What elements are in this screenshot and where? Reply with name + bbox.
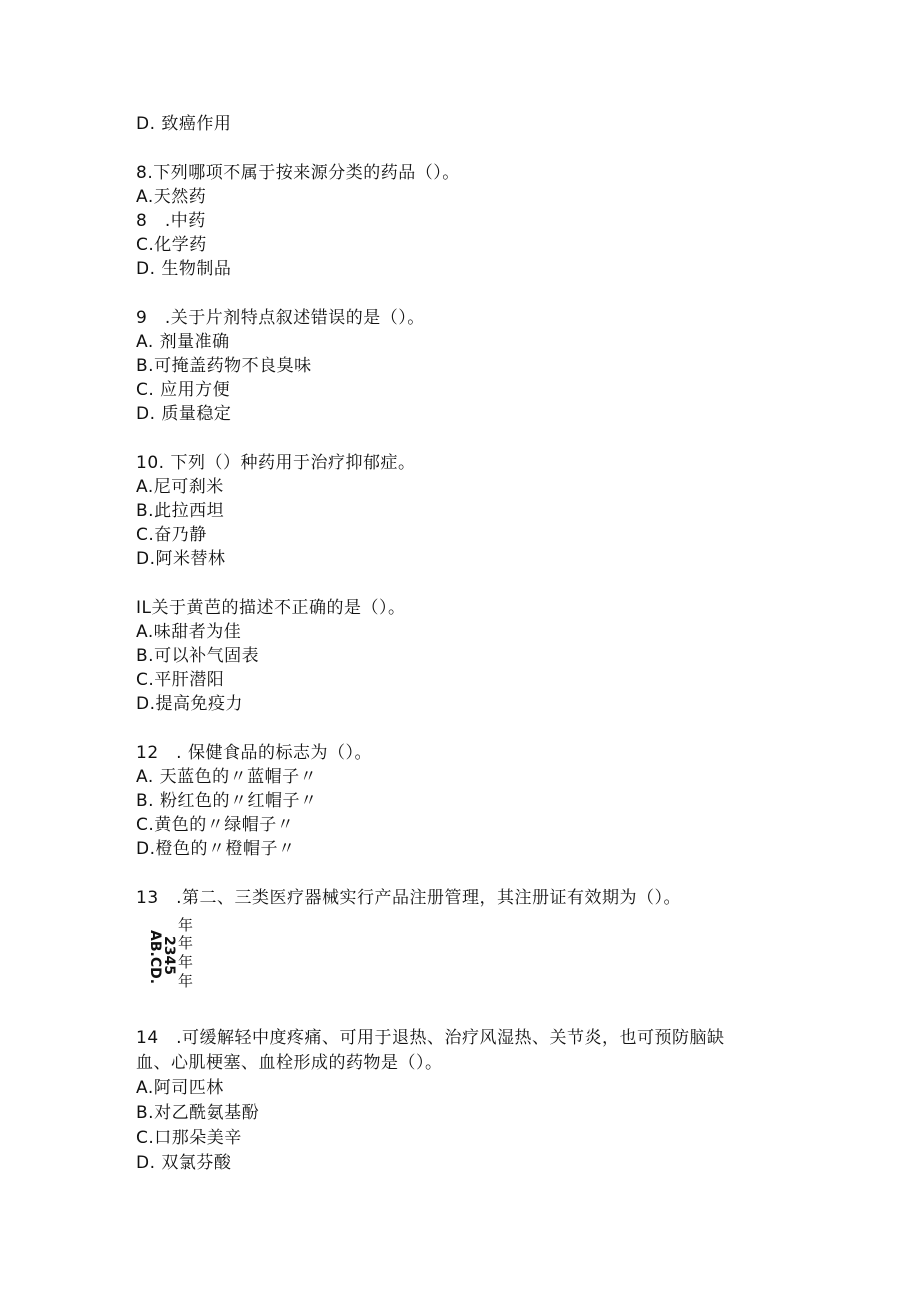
q12-option-b: B. 粉红色的〃红帽子〃: [136, 791, 318, 811]
q8-option-d: D. 生物制品: [136, 259, 232, 279]
q14-question-line1: 14 .可缓解轻中度疼痛、可用于退热、治疗风湿热、关节炎，也可预防脑缺: [136, 1028, 725, 1048]
q14-option-b: B.对乙酰氨基酚: [136, 1103, 260, 1123]
q14-option-c: C.口那朵美辛: [136, 1128, 242, 1148]
q12-option-d: D.橙色的〃橙帽子〃: [136, 839, 296, 859]
q8-option-b: 8 .中药: [136, 211, 206, 231]
q7-option-d: D. 致癌作用: [136, 114, 232, 134]
q9-option-b: B.可掩盖药物不良臭味: [136, 356, 312, 376]
q13-question: 13 .第二、三类医疗器械实行产品注册管理，其注册证有效期为（）。: [136, 888, 682, 908]
q12-option-a: A. 天蓝色的〃蓝帽子〃: [136, 767, 318, 787]
q11-option-a: A.味甜者为佳: [136, 622, 242, 642]
q13-option-letters: AB.CD.: [147, 930, 163, 985]
q10-option-b: B.此拉西坦: [136, 501, 225, 521]
q9-option-d: D. 质量稳定: [136, 404, 232, 424]
q13-year-unit: 年: [178, 972, 194, 990]
q14-option-a: A.阿司匹林: [136, 1078, 224, 1098]
q12-question: 12 . 保健食品的标志为（）。: [136, 743, 372, 763]
q10-option-d: D.阿米替林: [136, 549, 226, 569]
q11-option-c: C.平肝潜阳: [136, 670, 225, 690]
q13-option-numbers: 2345: [161, 936, 177, 975]
q13-year-unit: 年: [178, 953, 194, 971]
q10-question: 10. 下列（）种药用于治疗抑郁症。: [136, 453, 416, 473]
q14-option-d: D. 双氯芬酸: [136, 1153, 232, 1173]
q9-option-c: C. 应用方便: [136, 380, 231, 400]
q8-question: 8.下列哪项不属于按来源分类的药品（）。: [136, 163, 460, 183]
q9-question: 9 .关于片剂特点叙述错误的是（）。: [136, 308, 425, 328]
q13-year-unit: 年: [178, 934, 194, 952]
q10-option-c: C.奋乃静: [136, 525, 207, 545]
q10-option-a: A.尼可刹米: [136, 477, 224, 497]
q13-year-unit: 年: [178, 916, 194, 934]
q12-option-c: C.黄色的〃绿帽子〃: [136, 815, 295, 835]
q14-question-line2: 血、心肌梗塞、血栓形成的药物是（）。: [136, 1053, 443, 1073]
q8-option-a: A.天然药: [136, 187, 207, 207]
q8-option-c: C.化学药: [136, 235, 207, 255]
q11-question: IL关于黄芭的描述不正确的是（）。: [136, 598, 406, 618]
q11-option-d: D.提高免疫力: [136, 694, 243, 714]
q11-option-b: B.可以补气固表: [136, 646, 260, 666]
q9-option-a: A. 剂量准确: [136, 332, 230, 352]
